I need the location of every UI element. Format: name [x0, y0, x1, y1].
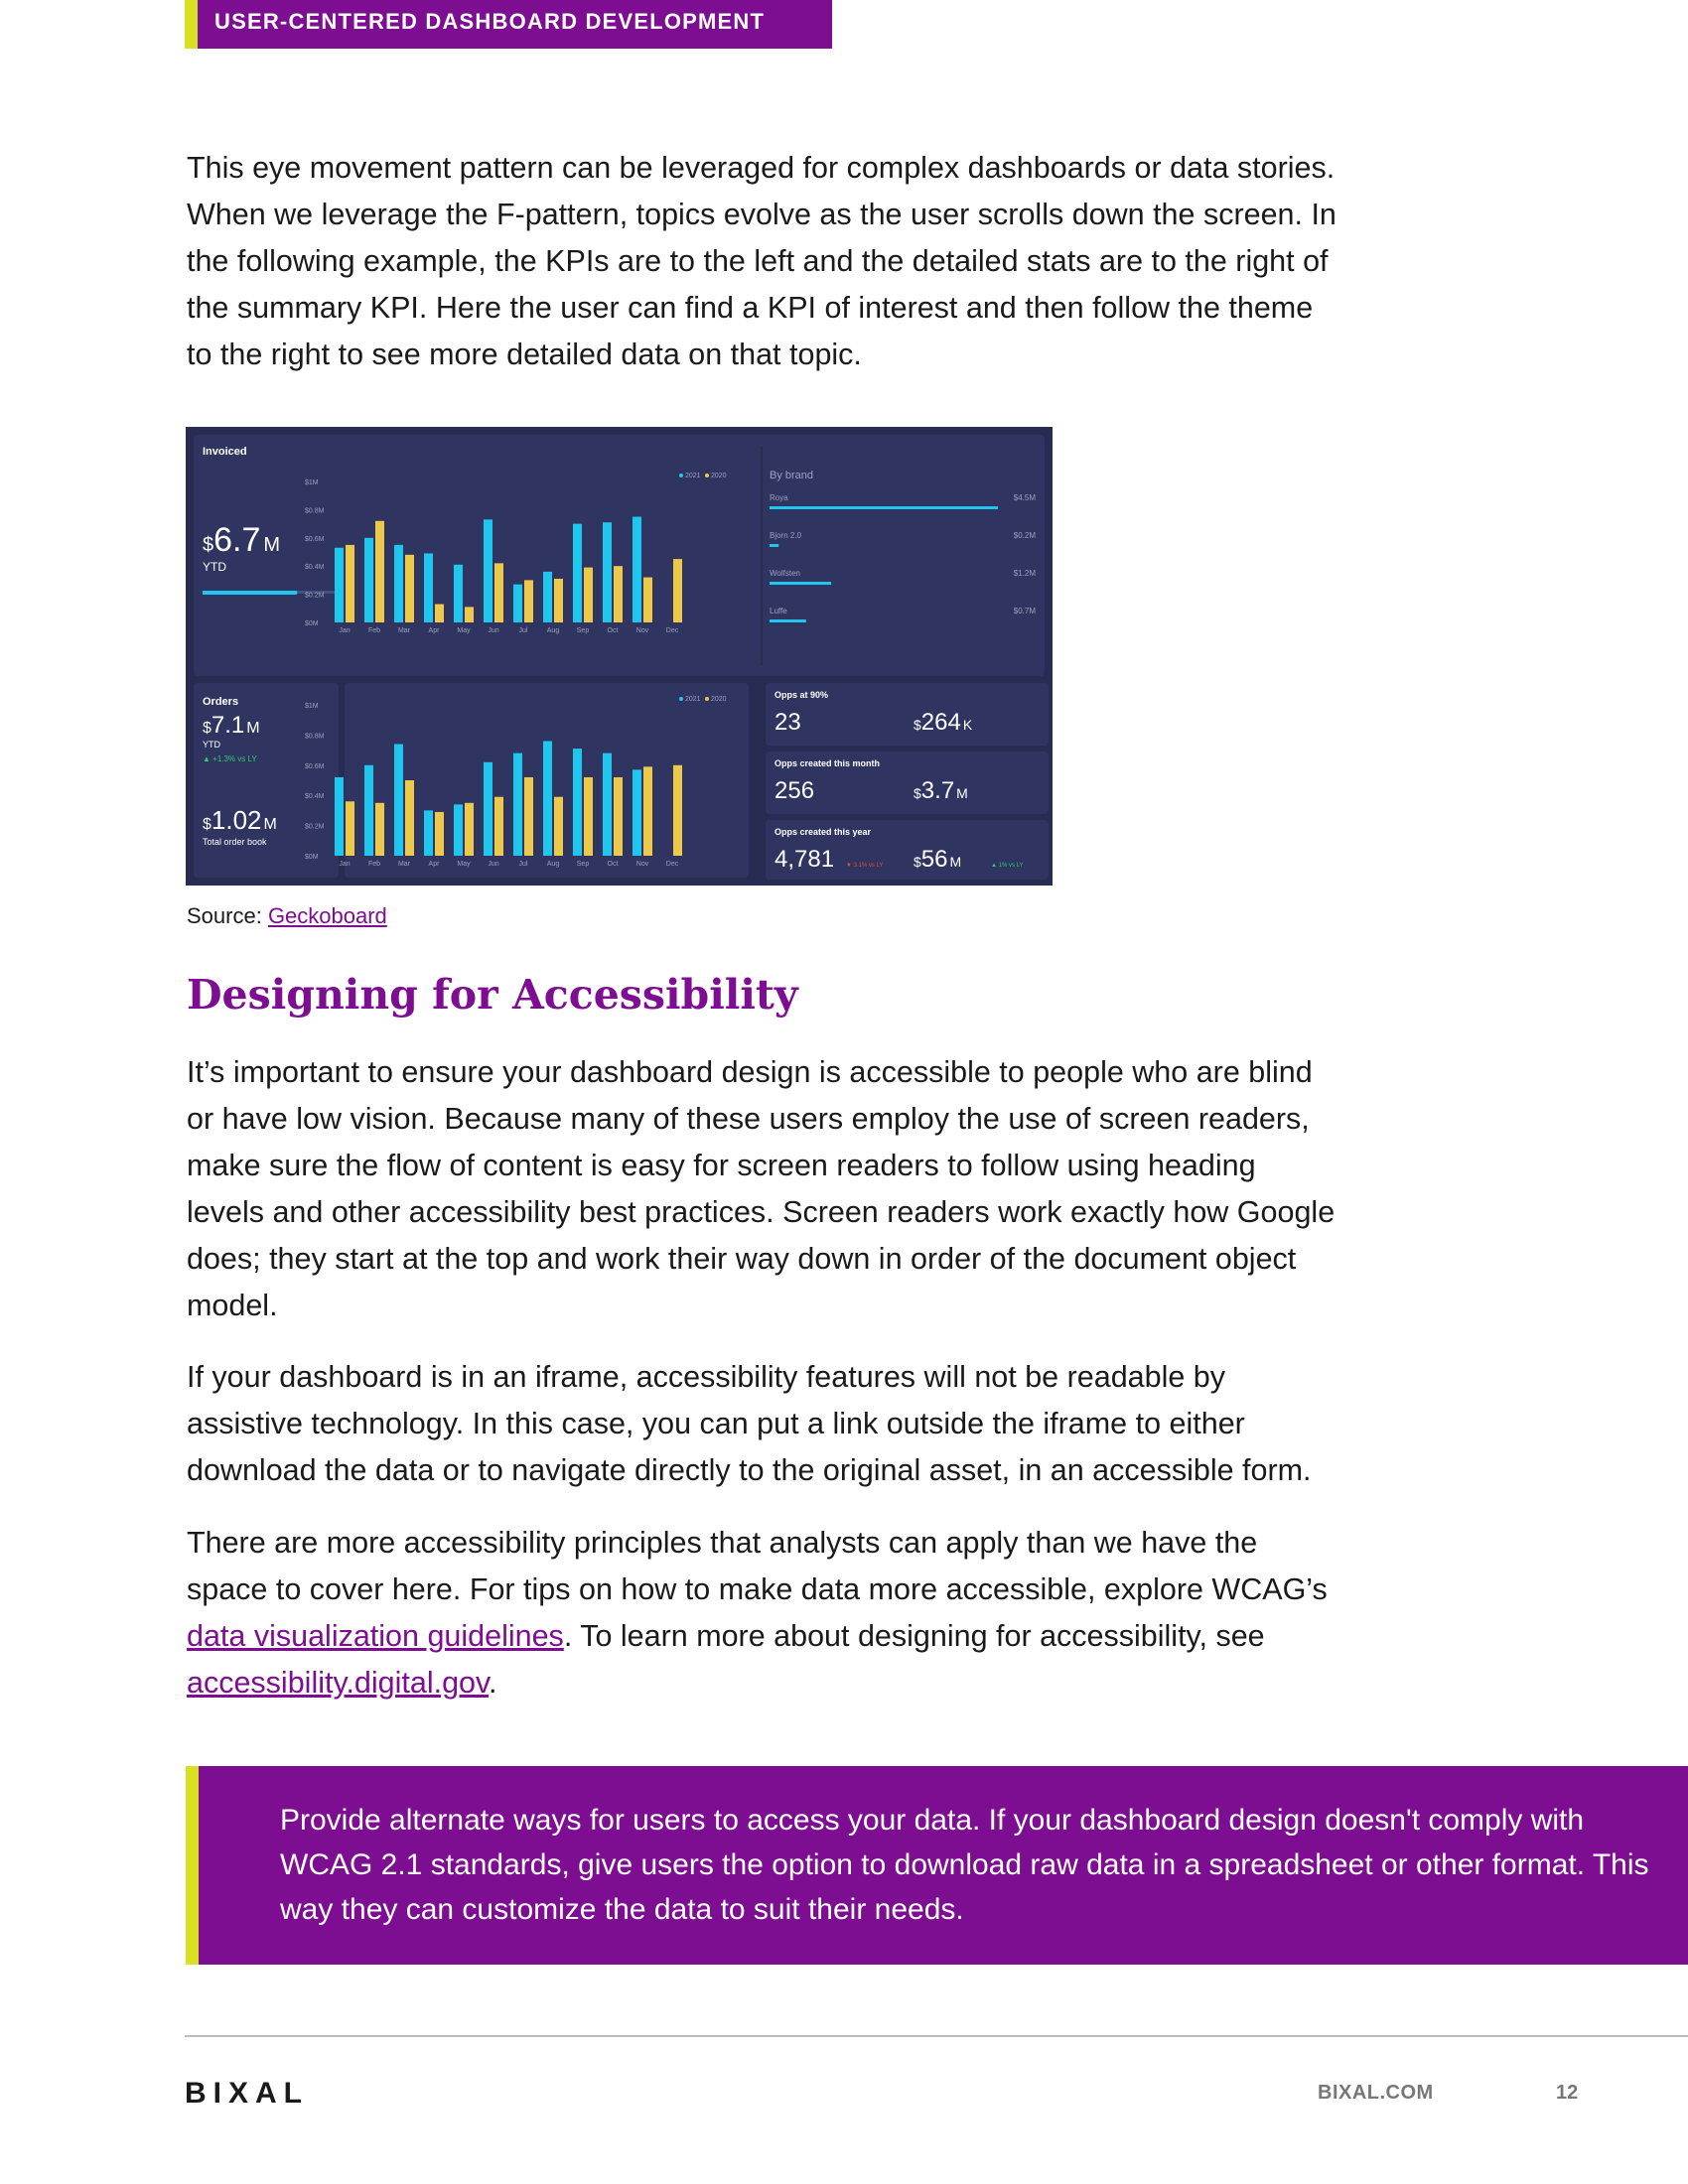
- paragraph-3-text-3: .: [489, 1666, 497, 1700]
- opps-amount: $264 K: [914, 709, 973, 736]
- invoiced-progress-fill: [203, 591, 297, 595]
- opps-title: Opps created this year: [774, 827, 872, 837]
- x-tick-label: May: [457, 861, 471, 868]
- geckoboard-link[interactable]: Geckoboard: [267, 903, 387, 928]
- footer-site: BIXAL.COM: [1318, 2082, 1434, 2104]
- dashboard-svg: [186, 427, 1053, 886]
- invoiced-value: $6.7 M: [203, 521, 281, 559]
- x-tick-label: Oct: [607, 861, 619, 868]
- bar-2020-jun: [494, 797, 503, 856]
- brand-name: Wolfsten: [770, 569, 800, 578]
- bar-2021-oct: [603, 522, 612, 622]
- bar-2020-feb: [375, 803, 384, 856]
- bar-2020-mar: [405, 555, 414, 622]
- y-tick-label: $0.2M: [305, 823, 325, 831]
- x-tick-label: Nov: [635, 861, 649, 868]
- legend-label-2021: 2021: [685, 696, 701, 703]
- opps-count: 4,781: [774, 846, 835, 873]
- order-book-value: $1.02 M: [203, 805, 277, 835]
- bar-2020-aug: [554, 797, 563, 856]
- tag-accent-bar: [185, 0, 198, 49]
- bar-2020-aug: [554, 579, 563, 622]
- y-tick-label: $0.6M: [305, 535, 325, 543]
- opps-amount: $56 M: [914, 846, 962, 873]
- opps-count: 256: [774, 777, 815, 804]
- y-tick-label: $0M: [305, 620, 319, 627]
- y-tick-label: $0.8M: [305, 733, 325, 741]
- bar-2020-oct: [614, 566, 623, 622]
- x-tick-label: Aug: [546, 861, 560, 868]
- bar-2021-sep: [573, 749, 582, 856]
- source-line: [187, 903, 387, 929]
- brand-value: $0.2M: [1013, 531, 1036, 540]
- bar-2021-apr: [424, 810, 433, 856]
- bar-2021-jan: [335, 777, 344, 856]
- bar-2020-may: [465, 607, 474, 622]
- x-tick-label: Jun: [488, 861, 499, 868]
- y-tick-label: $0.4M: [305, 564, 325, 572]
- data-visualization-guidelines-link[interactable]: data visualization guidelines: [187, 1619, 564, 1653]
- legend-label-2021: 2021: [685, 473, 701, 479]
- bar-2020-jul: [524, 777, 533, 856]
- brand-value: $4.5M: [1013, 493, 1036, 502]
- source-prefix: Source:: [187, 903, 268, 928]
- bar-2020-dec: [673, 559, 682, 622]
- brand-bar: [770, 506, 998, 509]
- footer-divider: [185, 2035, 1688, 2037]
- bar-2021-feb: [364, 765, 373, 856]
- accessibility-paragraph-2: If your dashboard is in an iframe, accessibility features will not be readable by assistive technology. In this case, you can put a link outside the iframe to either download the data or to navigate directly to the original asset, in an accessible form.: [187, 1360, 1312, 1487]
- x-tick-label: Jan: [339, 627, 351, 634]
- x-tick-label: Feb: [367, 861, 381, 868]
- bar-2020-apr: [435, 605, 444, 622]
- callout-box: [186, 1766, 1688, 1965]
- bar-2020-jan: [346, 545, 354, 622]
- brand-name: Bjorn 2.0: [770, 531, 802, 540]
- bar-2021-aug: [543, 572, 552, 622]
- section-tag: [185, 0, 832, 49]
- x-tick-label: Oct: [607, 627, 619, 634]
- accessibility-paragraph-3: [187, 1520, 1338, 1706]
- section-heading: Designing for Accessibility: [187, 971, 798, 1019]
- x-tick-label: Mar: [397, 861, 411, 868]
- orders-ytd: YTD: [203, 740, 220, 750]
- bar-2020-jun: [494, 563, 503, 622]
- bar-2021-sep: [573, 524, 582, 622]
- bar-2020-jan: [346, 801, 354, 856]
- intro-paragraph: This eye movement pattern can be leveraged for complex dashboards or data stories. When we leverage the F-pattern, topics evolve as the user scrolls down the screen. In the following example, the KPIs are to the left and the detailed stats are to the right of the summary KPI. Here the user can find a KPI of interest and then follow the theme to the right to see more detailed data on that topic.: [187, 151, 1336, 371]
- bar-2020-jul: [524, 580, 533, 622]
- brand-bar: [770, 619, 806, 622]
- bar-2021-jul: [513, 753, 522, 856]
- y-tick-label: $0M: [305, 854, 319, 861]
- legend-label-2020: 2020: [711, 473, 727, 479]
- bar-2021-mar: [394, 745, 403, 856]
- bar-2021-oct: [603, 753, 612, 856]
- paragraph-3-text-2: . To learn more about designing for accessibility, see: [563, 1619, 1265, 1653]
- legend-label-2020: 2020: [711, 696, 727, 703]
- opps-title: Opps created this month: [774, 758, 881, 768]
- x-tick-label: Nov: [635, 627, 649, 634]
- y-tick-label: $0.6M: [305, 762, 325, 770]
- opps-count: 23: [774, 709, 801, 736]
- x-tick-label: Jun: [488, 627, 499, 634]
- x-tick-label: Apr: [428, 627, 440, 634]
- y-tick-label: $0.2M: [305, 592, 325, 600]
- page-number: 12: [1556, 2082, 1579, 2104]
- bar-2021-mar: [394, 545, 403, 622]
- opps-count-delta: ▼ 3.1% vs LY: [846, 863, 884, 869]
- brand-value: $0.7M: [1013, 607, 1036, 615]
- bar-2020-feb: [375, 521, 384, 622]
- brand-bar: [770, 582, 831, 585]
- bar-2021-jun: [484, 519, 492, 622]
- by-brand-title: By brand: [770, 470, 814, 481]
- bar-2021-may: [454, 565, 463, 622]
- bar-2021-jul: [513, 585, 522, 622]
- brand-bar: [770, 544, 778, 547]
- y-tick-label: $1M: [305, 479, 319, 486]
- y-tick-label: $0.4M: [305, 793, 325, 801]
- order-book-label: Total order book: [203, 837, 267, 847]
- bixal-logo: BIXAL: [185, 2077, 309, 2110]
- invoiced-title: Invoiced: [203, 446, 247, 458]
- section-tag-label: USER-CENTERED DASHBOARD DEVELOPMENT: [214, 9, 766, 34]
- x-tick-label: Jul: [518, 861, 528, 868]
- legend-marker-2021: [679, 697, 683, 701]
- x-tick-label: Apr: [428, 861, 440, 868]
- x-tick-label: Dec: [665, 861, 679, 868]
- accessibility-paragraph-1: It’s important to ensure your dashboard design is accessible to people who are blind or have low vision. Because many of these users employ the use of screen readers, make sure the flow of content is easy for screen readers to follow using heading levels and other accessibility best practices. Screen readers work exactly how Google does; they start at the top and work their way down in order of the document object model.: [187, 1055, 1336, 1322]
- x-tick-label: May: [457, 627, 471, 634]
- bar-2020-sep: [584, 777, 593, 856]
- brand-name: Roya: [770, 493, 788, 502]
- bar-2021-jan: [335, 548, 344, 622]
- paragraph-3-text-1: There are more accessibility principles that analysts can apply than we have the space to cover here. For tips on how to make data more accessible, explore WCAG’s: [187, 1526, 1328, 1606]
- brand-name: Luffe: [770, 607, 787, 615]
- callout-accent-bar: [186, 1766, 199, 1965]
- y-tick-label: $0.8M: [305, 507, 325, 515]
- bar-2020-dec: [673, 765, 682, 856]
- x-tick-label: Sep: [576, 861, 590, 868]
- opps-amount-delta: ▲ 1% vs LY: [991, 863, 1024, 869]
- bar-2021-jun: [484, 762, 492, 856]
- callout-text: Provide alternate ways for users to access your data. If your dashboard design doesn't comply with WCAG 2.1 standards, give users the option to download raw data in a spreadsheet or other format. This way they can customize the data to suit their needs.: [280, 1804, 1649, 1926]
- brand-value: $1.2M: [1013, 569, 1036, 578]
- legend-marker-2020: [705, 474, 709, 478]
- orders-delta: ▲ +1.3% vs LY: [203, 754, 257, 763]
- bar-2021-nov: [633, 517, 641, 623]
- opps-amount: $3.7 M: [914, 777, 968, 804]
- x-tick-label: Aug: [546, 627, 560, 634]
- x-tick-label: Feb: [367, 627, 381, 634]
- bar-2021-nov: [633, 769, 641, 856]
- opps-title: Opps at 90%: [774, 690, 829, 700]
- bar-2021-apr: [424, 553, 433, 622]
- orders-title: Orders: [203, 696, 239, 708]
- bar-2020-apr: [435, 812, 444, 856]
- bar-2020-mar: [405, 780, 414, 856]
- top-panel: [194, 435, 1045, 676]
- dashboard-screenshot: [186, 427, 1053, 886]
- legend-marker-2021: [679, 474, 683, 478]
- bar-2020-sep: [584, 568, 593, 622]
- bar-2021-feb: [364, 538, 373, 622]
- invoiced-ytd: YTD: [203, 560, 226, 574]
- bar-2021-may: [454, 804, 463, 856]
- x-tick-label: Jul: [518, 627, 528, 634]
- bar-2020-nov: [643, 766, 652, 856]
- accessibility-digital-gov-link[interactable]: accessibility.digital.gov: [187, 1666, 490, 1700]
- y-tick-label: $1M: [305, 703, 319, 710]
- x-tick-label: Jan: [339, 861, 351, 868]
- legend-marker-2020: [705, 697, 709, 701]
- x-tick-label: Dec: [665, 627, 679, 634]
- x-tick-label: Sep: [576, 627, 590, 634]
- bar-2020-nov: [643, 578, 652, 622]
- bar-2020-oct: [614, 777, 623, 856]
- x-tick-label: Mar: [397, 627, 411, 634]
- bar-2021-aug: [543, 741, 552, 856]
- bar-2020-may: [465, 803, 474, 856]
- orders-value: $7.1 M: [203, 712, 260, 739]
